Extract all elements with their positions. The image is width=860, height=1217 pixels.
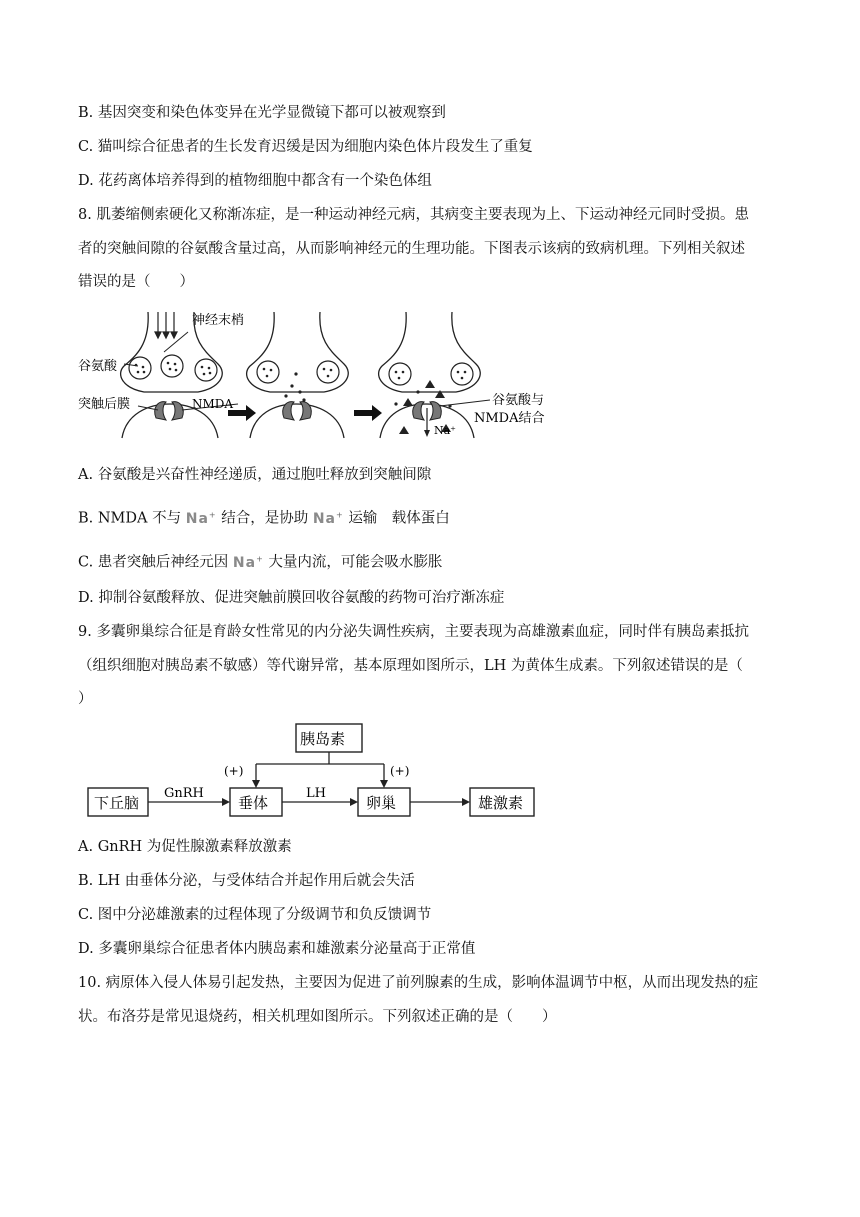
q9-option-d: D. 多囊卵巢综合征患者体内胰岛素和雄激素分泌量高于正常值 (78, 941, 476, 957)
plus-right-label: (+) (390, 764, 410, 778)
q9-option-b: B. LH 由垂体分泌，与受体结合并起作用后就会失活 (78, 873, 415, 889)
q9-stem-line-3: ） (78, 691, 93, 707)
q8-option-b-mid: 结合，是协助 (221, 510, 309, 527)
label-binding-1: 谷氨酸与 (492, 393, 545, 408)
lh-label: LH (306, 786, 326, 801)
q7-option-c: C. 猫叫综合征患者的生长发育迟缓是因为细胞内染色体片段发生了重复 (78, 139, 533, 155)
q9-stem-line-2: （组织细胞对胰岛素不敏感）等代谢异常，基本原理如图所示，LH 为黄体生成素。下列叙述错误的是（ (78, 658, 743, 674)
q8-option-b-post: 运输 载体蛋白 (348, 510, 450, 527)
q9-option-c: C. 图中分泌雄激素的过程体现了分级调节和负反馈调节 (78, 907, 432, 923)
gnrh-label: GnRH (164, 786, 204, 801)
q9-option-a: A. GnRH 为促性腺激素释放激素 (78, 839, 292, 855)
label-glutamate: 谷氨酸 (78, 359, 118, 374)
q9-stem-line-1: 9. 多囊卵巢综合征是育龄女性常见的内分泌失调性疾病，主要表现为高雄激素血症，同时伴有胰岛素抵抗 (78, 624, 749, 640)
hypothalamus-label: 下丘脑 (94, 794, 140, 812)
q8-stem-line-1: 8. 肌萎缩侧索硬化又称渐冻症，是一种运动神经元病，其病变主要表现为上、下运动神经元同时受损。患 (78, 207, 749, 223)
q8-option-d: D. 抑制谷氨酸释放、促进突触前膜回收谷氨酸的药物可治疗渐冻症 (78, 590, 505, 606)
q8-option-c-pre: C. 患者突触后神经元因 (78, 554, 229, 571)
q8-stem-line-3: 错误的是（ ） (78, 274, 194, 290)
q8-option-b-pre: B. NMDA 不与 (78, 510, 182, 527)
q10-stem-line-1: 10. 病原体入侵人体易引起发热，主要因为促进了前列腺素的生成，影响体温调节中枢，从而出现发热的症 (78, 975, 759, 991)
q7-option-d: D. 花药离体培养得到的植物细胞中都含有一个染色体组 (78, 173, 432, 189)
na-ion-symbol: Na+ (185, 510, 217, 527)
insulin-label: 胰岛素 (300, 730, 346, 748)
q8-option-c-post: 大量内流，可能会吸水膨胀 (268, 554, 443, 571)
pituitary-label: 垂体 (238, 794, 269, 812)
q8-option-b (78, 505, 450, 529)
q8-option-a: A. 谷氨酸是兴奋性神经递质，通过胞吐释放到突触间隙 (78, 467, 432, 483)
q7-option-b: B. 基因突变和染色体变异在光学显微镜下都可以被观察到 (78, 105, 446, 121)
ovary-label: 卵巢 (366, 794, 397, 812)
q8-option-c (78, 549, 442, 573)
q8-stem-line-2: 者的突触间隙的谷氨酸含量过高，从而影响神经元的生理功能。下图表示该病的致病机理。下列相关叙述 (78, 241, 745, 257)
endocrine-flow-diagram (84, 720, 544, 828)
androgen-label: 雄激素 (478, 794, 524, 812)
na-ion-symbol: Na+ (312, 510, 344, 527)
label-nerve-ending: 神经末梢 (192, 313, 245, 328)
plus-left-label: (+) (224, 764, 244, 778)
label-postsynaptic-membrane: 突触后膜 (78, 397, 131, 412)
na-ion-symbol: Na+ (232, 554, 264, 571)
q10-stem-line-2: 状。布洛芬是常见退烧药，相关机理如图所示。下列叙述正确的是（ ） (78, 1009, 557, 1025)
label-na-ion: Na⁺ (434, 424, 456, 437)
synapse-diagram (78, 308, 598, 444)
label-binding-2: NMDA结合 (474, 411, 545, 426)
label-nmda: NMDA (192, 397, 234, 411)
